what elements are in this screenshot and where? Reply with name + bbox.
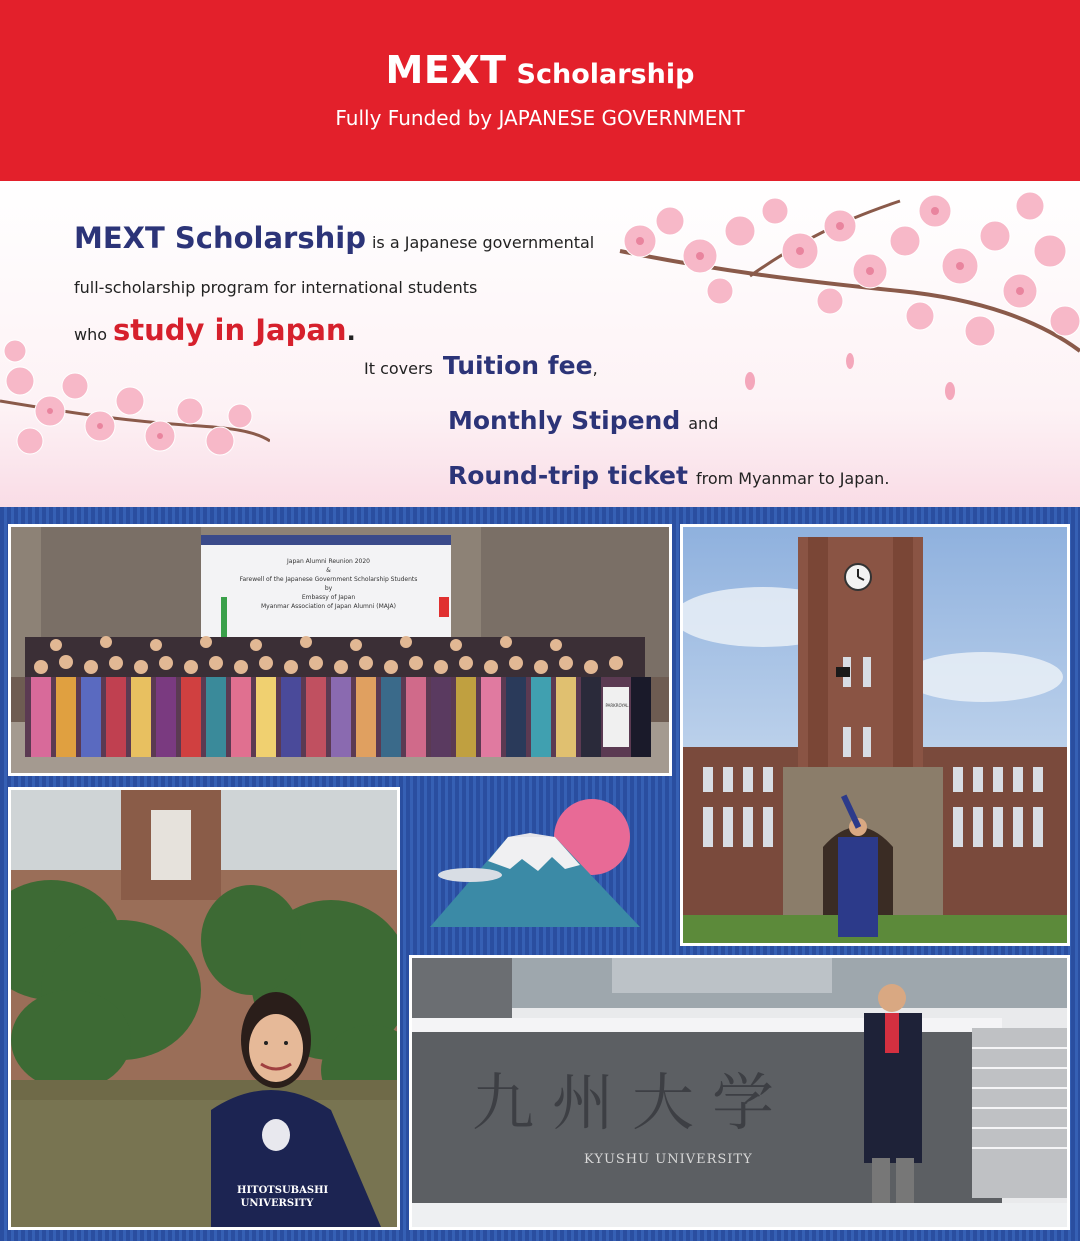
intro-line-5 — [448, 406, 718, 435]
intro-text: , — [592, 359, 598, 378]
banner-line: Myanmar Association of Japan Alumni (MAJA) — [260, 603, 397, 610]
photo-collage — [0, 507, 1080, 1241]
alumni-reunion-photo — [8, 524, 672, 776]
intro-section — [0, 181, 1080, 507]
tuition-fee-highlight: Tuition fee — [442, 351, 593, 380]
podium-label: PARKROYAL — [605, 703, 629, 708]
hoodie-text — [237, 1184, 329, 1210]
intro-line-1 — [74, 221, 594, 255]
intro-text: is a Japanese governmental — [371, 233, 595, 252]
banner-line: Embassy of Japan — [301, 594, 356, 601]
kyushu-sign-text: KYUSHU UNIVERSITY — [584, 1152, 753, 1167]
intro-text: . — [346, 318, 356, 346]
header-banner — [0, 0, 1080, 181]
banner-line: by — [324, 585, 333, 592]
intro-line-3 — [74, 313, 356, 347]
hoodie-line: UNIVERSITY — [240, 1198, 314, 1209]
monthly-stipend-highlight: Monthly Stipend — [448, 406, 681, 435]
clock-tower-photo — [680, 524, 1070, 946]
round-trip-ticket-highlight: Round-trip ticket — [448, 461, 688, 490]
page-subtitle: Fully Funded by JAPANESE GOVERNMENT — [335, 106, 745, 130]
intro-line-4 — [364, 351, 598, 380]
study-in-japan-highlight: study in Japan — [113, 313, 347, 347]
banner-line: Japan Alumni Reunion 2020 — [287, 558, 370, 565]
title-mext: MEXT — [385, 48, 507, 92]
mount-fuji-icon — [430, 797, 660, 927]
reunion-banner-text — [206, 557, 451, 611]
intro-text: It covers — [364, 359, 433, 378]
sakura-branch-icon — [600, 181, 1080, 411]
title-scholarship: Scholarship — [516, 59, 695, 90]
mext-scholarship-highlight: MEXT Scholarship — [74, 221, 366, 255]
kyushu-university-photo — [409, 955, 1070, 1230]
banner-line: Farewell of the Japanese Government Scholarship Students — [239, 576, 418, 583]
kyushu-kanji-sign: 九州大学 — [472, 1066, 793, 1139]
hitotsubashi-photo — [8, 787, 400, 1230]
intro-text: who — [74, 325, 108, 344]
sakura-branch-icon — [0, 331, 270, 501]
intro-text: and — [688, 414, 719, 433]
intro-line-6 — [448, 461, 889, 490]
hoodie-line: HITOTSUBASHI — [237, 1185, 329, 1196]
intro-line-2: full-scholarship program for international students — [74, 278, 478, 297]
intro-text: from Myanmar to Japan. — [695, 469, 890, 488]
page-title — [0, 48, 1080, 92]
banner-line: & — [326, 567, 331, 574]
